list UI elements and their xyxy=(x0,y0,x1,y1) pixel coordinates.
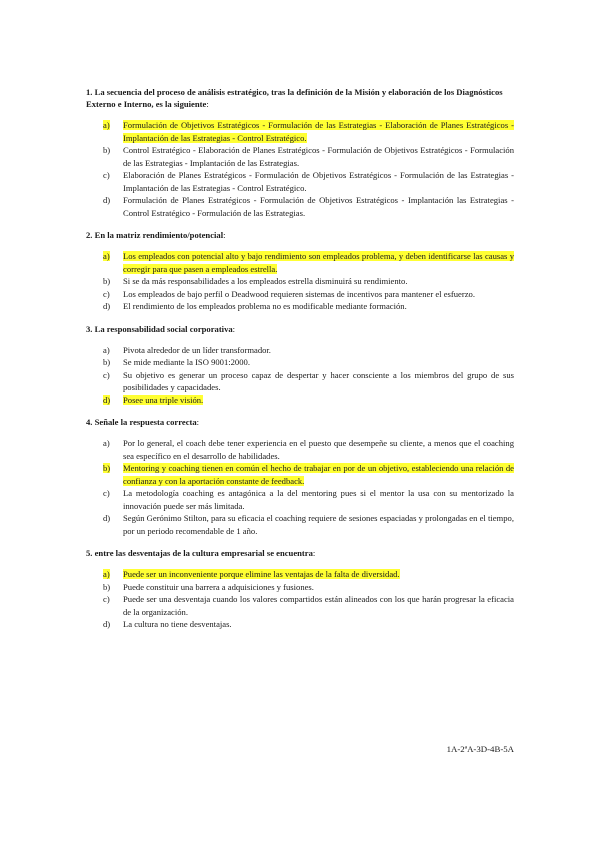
option-letter: d) xyxy=(103,195,111,205)
question-text: entre las desventajas de la cultura empresarial se encuentra xyxy=(94,548,313,558)
option-text: El rendimiento de los empleados problema no es modificable mediante formación. xyxy=(123,301,407,311)
option-text: Puede ser una desventaja cuando los valores compartidos están alineados con los que harán progresar la eficacia de la organización. xyxy=(123,594,514,617)
question-text: La secuencia del proceso de análisis estratégico, tras la definición de la Misión y elaboración de los Diagnósticos Externo e Interno, es la siguiente xyxy=(86,87,503,109)
question-title: 4. Señale la respuesta correcta: xyxy=(86,417,200,427)
option-letter: d) xyxy=(103,301,111,311)
option-text: Puede ser un inconveniente porque elimine las ventajas de la falta de diversidad. xyxy=(123,569,400,579)
option-letter: b) xyxy=(103,581,111,592)
option-a xyxy=(86,568,514,581)
option-a xyxy=(86,437,514,462)
option-list xyxy=(86,344,514,407)
option-letter: b) xyxy=(103,145,111,155)
option-letter: a) xyxy=(103,251,110,261)
option-text: Puede constituir una barrera a adquisiciones y fusiones. xyxy=(123,581,314,592)
question-number: 3 xyxy=(86,323,91,334)
question-suffix: : xyxy=(232,323,236,334)
option-letter: b) xyxy=(103,357,111,367)
option-b xyxy=(86,356,514,369)
option-d xyxy=(86,618,514,631)
option-b xyxy=(86,462,514,487)
option-text: Control Estratégico - Elaboración de Planes Estratégicos - Formulación de Objetivos Estratégicos - Formulación de las Estrategias - Implantación de las Estrategias. xyxy=(123,145,514,168)
option-letter: c) xyxy=(103,488,110,498)
option-letter: a) xyxy=(103,438,110,448)
option-d xyxy=(86,300,514,313)
option-c xyxy=(86,487,514,512)
question-number: 5 xyxy=(86,548,91,558)
option-d xyxy=(86,194,514,219)
question-text: Señale la respuesta correcta xyxy=(94,417,197,427)
question-number: 1 xyxy=(86,87,91,97)
option-letter: d) xyxy=(103,394,111,405)
option-text: Según Gerónimo Stilton, para su eficacia el coaching requiere de sesiones espaciadas y prolongadas en el tiempo, por un periodo recomendable de 1 año. xyxy=(123,513,514,536)
question-4 xyxy=(86,416,514,537)
option-text: Pivota alrededor de un líder transformador. xyxy=(123,344,271,355)
exam-document xyxy=(86,86,514,641)
option-list xyxy=(86,437,514,537)
option-text: Posee una triple visión. xyxy=(123,394,204,405)
option-list xyxy=(86,250,514,313)
option-letter: c) xyxy=(103,594,110,604)
question-text: La responsabilidad social corporativa xyxy=(94,323,233,334)
question-suffix: : xyxy=(223,230,226,240)
option-letter: b) xyxy=(103,463,111,473)
option-letter: d) xyxy=(103,513,111,523)
option-c xyxy=(86,369,514,394)
option-text: Por lo general, el coach debe tener experiencia en el puesto que desempeñe su cliente, a menos que el coaching sea específico en el desarrollo de habilidades. xyxy=(123,438,514,461)
question-number: 4 xyxy=(86,417,91,427)
question-suffix: : xyxy=(312,548,316,558)
option-text: Formulación de Objetivos Estratégicos - Formulación de las Estrategias - Elaboración de Planes Estratégicos - Implantación de las Estrategias - Control Estratégico. xyxy=(123,120,514,143)
question-title: 2. En la matriz rendimiento/potencial: xyxy=(86,230,226,240)
question-number: 2 xyxy=(86,230,91,240)
option-list xyxy=(86,119,514,219)
option-c xyxy=(86,169,514,194)
question-title: 3. La responsabilidad social corporativa: xyxy=(86,323,236,334)
option-a xyxy=(86,119,514,144)
option-text: Formulación de Planes Estratégicos - Formulación de Objetivos Estratégicos - Implantación las Estrategias - Control Estratégico - Formulación de las Estrategias. xyxy=(123,195,514,218)
option-d xyxy=(86,512,514,537)
option-letter: d) xyxy=(103,619,111,629)
option-b xyxy=(86,581,514,594)
option-b xyxy=(86,275,514,288)
option-letter: b) xyxy=(103,276,111,286)
option-list xyxy=(86,568,514,631)
option-a xyxy=(86,250,514,275)
option-text: La metodología coaching es antagónica a la del mentoring pues si el mentor la usa con su mentorizado la innovación puede ser más limitada. xyxy=(123,488,514,511)
question-3 xyxy=(86,323,514,407)
answer-key: 1A-2ªA-3D-4B-5A xyxy=(446,744,514,754)
option-text: Los empleados con potencial alto y bajo rendimiento son empleados problema, y deben identificarse las causas y corregir para que pasen a empleados estrella. xyxy=(123,251,514,274)
question-suffix: : xyxy=(206,99,209,109)
option-text: Se mide mediante la ISO 9001:2000. xyxy=(123,357,250,367)
question-text: En la matriz rendimiento/potencial xyxy=(94,230,224,240)
option-letter: c) xyxy=(103,369,110,380)
question-2 xyxy=(86,229,514,313)
option-c xyxy=(86,593,514,618)
question-1 xyxy=(86,86,514,219)
question-5 xyxy=(86,547,514,631)
option-letter: a) xyxy=(103,120,110,130)
option-letter: c) xyxy=(103,170,110,180)
question-title: 5. entre las desventajas de la cultura empresarial se encuentra: xyxy=(86,548,316,558)
option-text: Si se da más responsabilidades a los empleados estrella disminuirá su rendimiento. xyxy=(123,276,408,286)
question-title: 1. La secuencia del proceso de análisis estratégico, tras la definición de la Misión y elaboración de los Diagnósticos Externo e Interno, es la siguiente: xyxy=(86,87,503,109)
option-text: Los empleados de bajo perfil o Deadwood requieren sistemas de incentivos para mantener el esfuerzo. xyxy=(123,288,475,299)
option-text: Elaboración de Planes Estratégicos - Formulación de Objetivos Estratégicos - Formulación de las Estrategias - Implantación de las Estrategias - Control Estratégico. xyxy=(123,170,514,193)
option-text: Su objetivo es generar un proceso capaz de despertar y hacer consciente a los miembros del grupo de sus posibilidades y capacidades. xyxy=(123,369,514,392)
option-a xyxy=(86,344,514,357)
option-text: La cultura no tiene desventajas. xyxy=(123,619,232,629)
option-d xyxy=(86,394,514,407)
option-b xyxy=(86,144,514,169)
option-letter: a) xyxy=(103,569,110,579)
question-suffix: : xyxy=(196,417,200,427)
option-letter: a) xyxy=(103,344,110,355)
option-text: Mentoring y coaching tienen en común el hecho de trabajar en por de un objetivo, estableciendo una relación de confianza y con la aportación constante de feedback. xyxy=(123,463,514,486)
option-letter: c) xyxy=(103,288,110,299)
option-c xyxy=(86,288,514,301)
